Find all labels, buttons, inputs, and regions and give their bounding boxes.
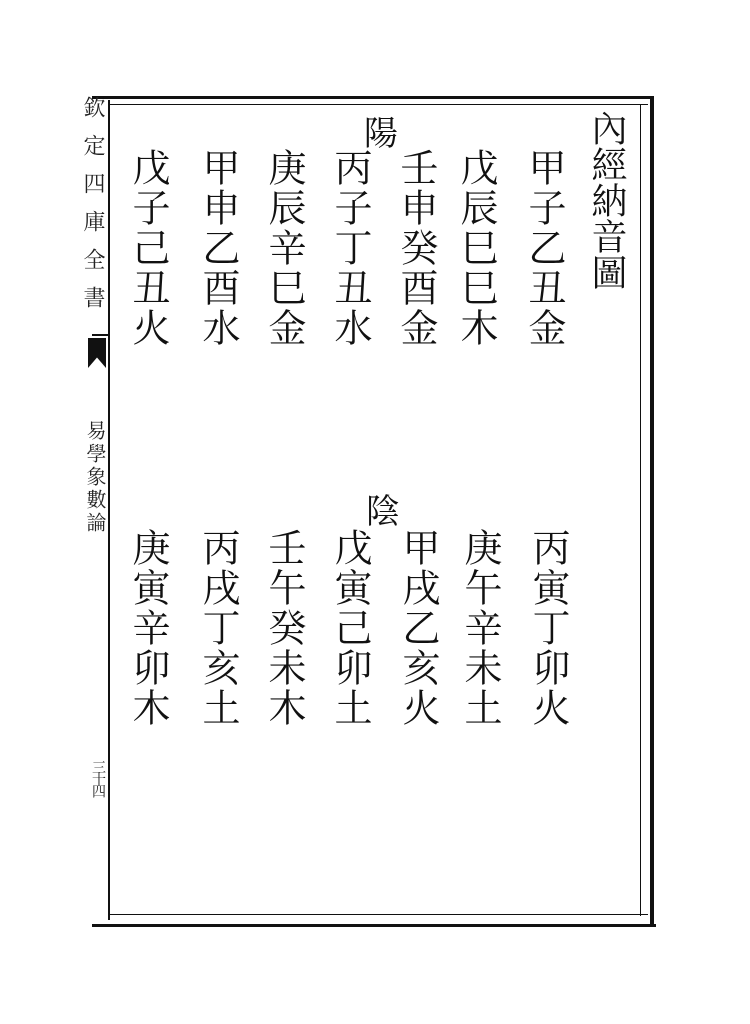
frame-top-line [92, 96, 654, 99]
yin-label: 陰 [366, 492, 400, 532]
frame-bottom-line [92, 924, 656, 927]
diagram-title: 內經納音圖 [586, 110, 627, 290]
yin-column: 戊寅己卯土 [328, 528, 372, 728]
yang-column: 庚辰辛巳金 [262, 148, 306, 348]
frame-bottom-inner-line [108, 914, 648, 915]
yin-column: 庚寅辛卯木 [126, 528, 170, 728]
yang-column: 戊辰巳巳木 [454, 148, 498, 348]
yang-column: 甲子乙丑金 [522, 148, 566, 348]
frame-top-inner-line [108, 104, 648, 105]
margin-title: 易學象數論 [83, 420, 107, 535]
yang-column: 甲申乙酉水 [196, 148, 240, 348]
yin-column: 甲戌乙亥火 [396, 528, 440, 728]
yin-column: 壬午癸未木 [262, 528, 306, 728]
yin-column: 丙寅丁卯火 [526, 528, 570, 728]
frame-right-line [650, 96, 654, 926]
yang-column: 壬申癸酉金 [394, 148, 438, 348]
margin-divider-line [92, 334, 110, 336]
margin-top-label: 欽定四庫全書 [80, 96, 105, 324]
yin-column: 丙戌丁亥土 [196, 528, 240, 728]
page-number: 三十四 [90, 760, 106, 796]
yang-column: 丙子丁丑水 [328, 148, 372, 348]
yang-label: 陽 [364, 114, 398, 154]
fishtail-mark [88, 338, 106, 368]
frame-right-inner-line [640, 104, 641, 916]
yang-column: 戊子己丑火 [126, 148, 170, 348]
yin-column: 庚午辛未土 [458, 528, 502, 728]
